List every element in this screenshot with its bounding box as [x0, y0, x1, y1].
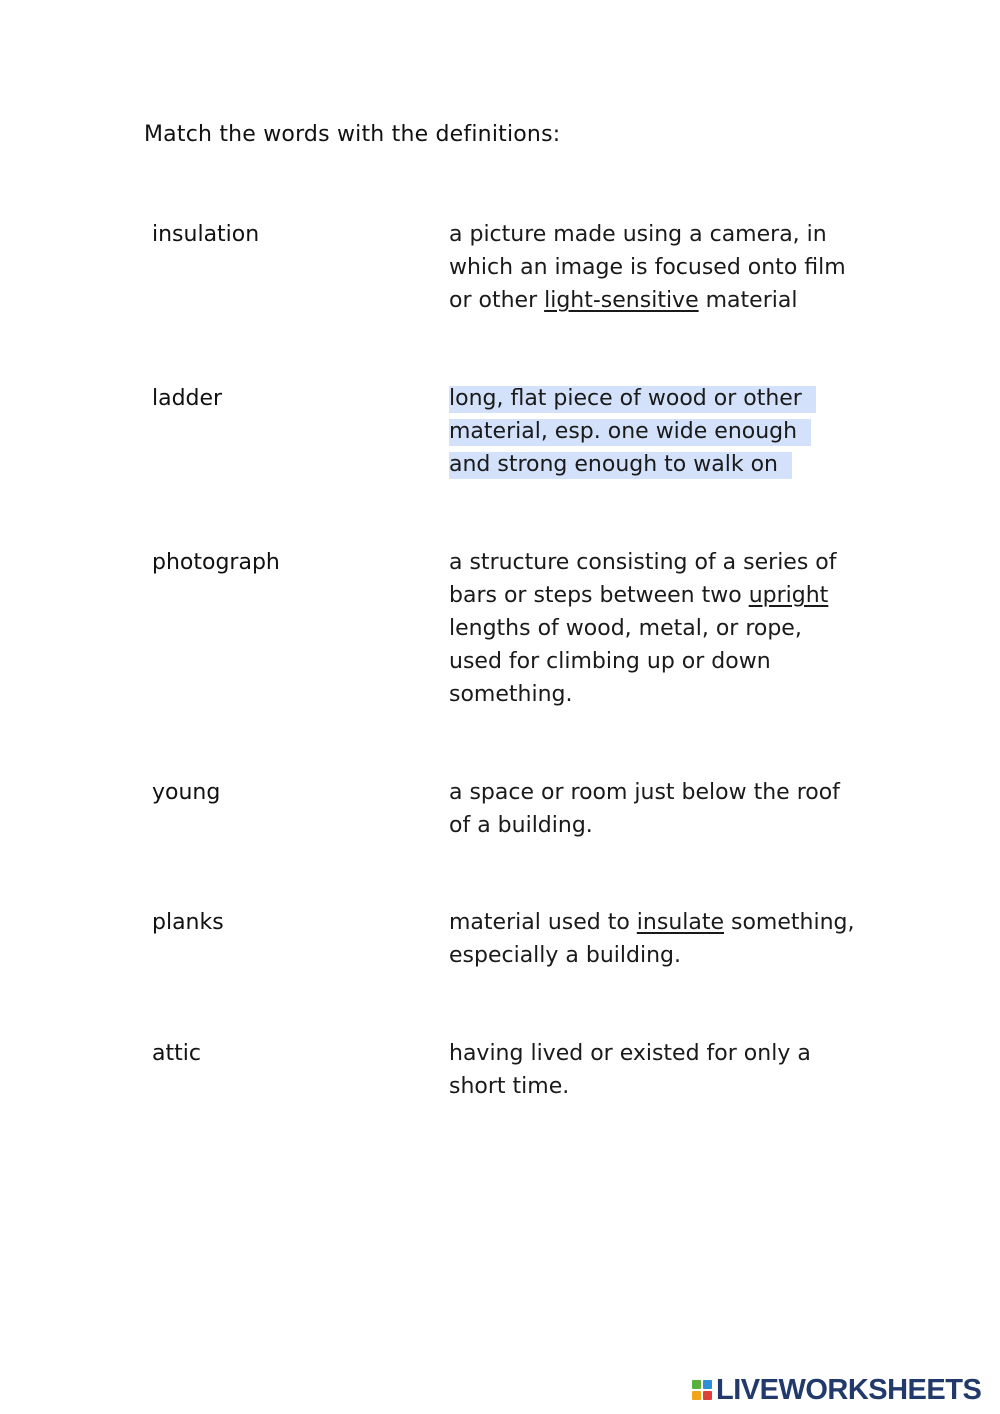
logo-square: [692, 1391, 701, 1400]
word-item[interactable]: young: [152, 780, 221, 805]
liveworksheets-logo: [692, 1374, 981, 1406]
underlined-term: light-sensitive: [544, 288, 699, 313]
word-item[interactable]: attic: [152, 1041, 201, 1066]
definition-text: material used to: [449, 910, 637, 935]
logo-square: [703, 1380, 712, 1389]
definition-text: a space or room just below the roof of a building.: [449, 780, 840, 838]
brand-name: LIVEWORKSHEETS: [716, 1373, 982, 1406]
word-item[interactable]: insulation: [152, 222, 260, 247]
underlined-term: upright: [748, 583, 829, 608]
definition-item[interactable]: [449, 218, 869, 317]
definition-text: a structure consisting of a series of bars or steps between two: [449, 550, 837, 608]
definition-text: a picture made using a camera, in which an image is focused onto film or other: [449, 222, 846, 313]
logo-square: [692, 1380, 701, 1389]
definition-item[interactable]: [449, 906, 869, 972]
definition-text: lengths of wood, metal, or rope, used for climbing up or down something.: [449, 616, 802, 707]
definition-item[interactable]: [449, 776, 859, 842]
definition-item[interactable]: [449, 546, 854, 711]
word-item[interactable]: photograph: [152, 550, 280, 575]
logo-square: [703, 1391, 712, 1400]
highlighted-definition-text: long, flat piece of wood or other material, esp. one wide enough and strong enough to walk on: [449, 386, 816, 479]
definition-item[interactable]: [449, 382, 839, 481]
instruction-heading: Match the words with the definitions:: [144, 122, 561, 147]
underlined-term: insulate: [636, 910, 725, 935]
logo-squares-icon: [692, 1380, 712, 1400]
definition-text: having lived or existed for only a short time.: [449, 1041, 811, 1099]
definition-text: something, especially a building.: [449, 910, 855, 968]
word-item[interactable]: planks: [152, 910, 224, 935]
definition-text: material: [698, 288, 798, 313]
definition-item[interactable]: [449, 1037, 829, 1103]
word-item[interactable]: ladder: [152, 386, 223, 411]
